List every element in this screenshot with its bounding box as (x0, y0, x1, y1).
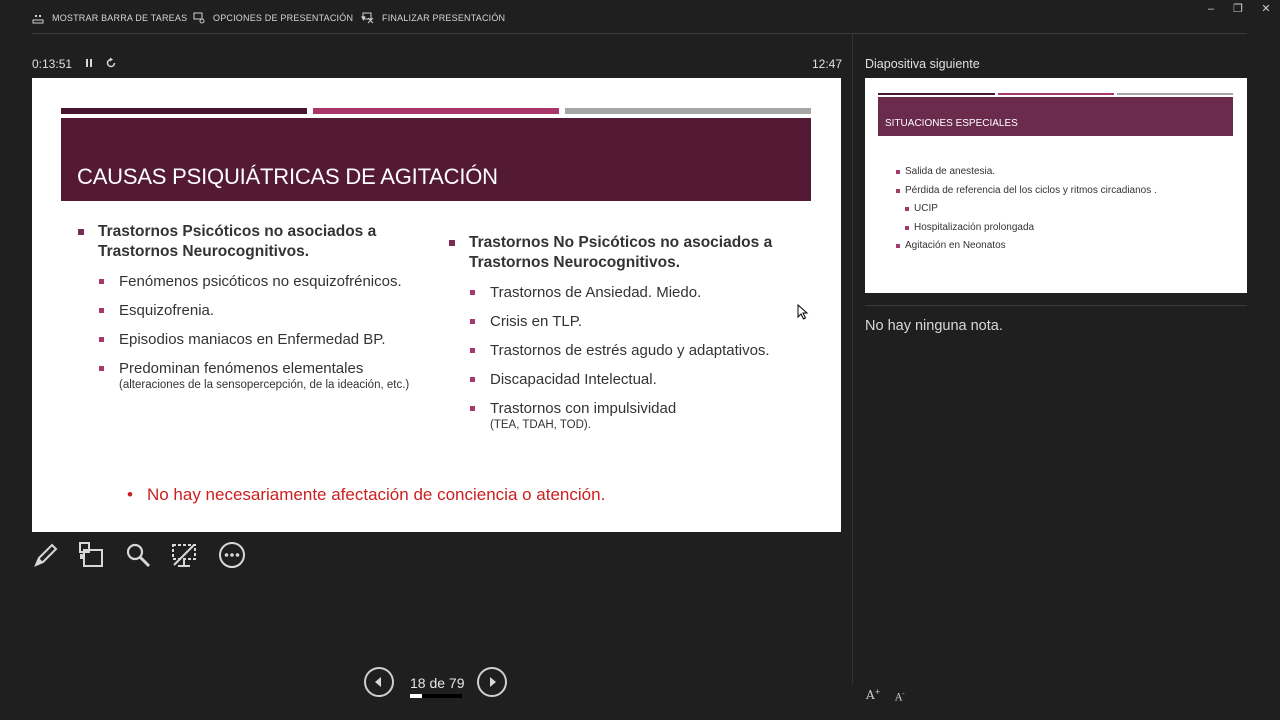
dropdown-caret-icon: ▾ (361, 12, 366, 23)
next-slide-label: Diapositiva siguiente (865, 57, 980, 71)
previous-arrow-icon (366, 669, 392, 695)
list-item: Salida de anestesia. (895, 166, 1157, 178)
list-item: Trastornos de Ansiedad. Miedo. (447, 283, 807, 302)
next-slide-title: SITUACIONES ESPECIALES (885, 118, 1018, 129)
decrease-font-button[interactable]: A- (895, 690, 905, 704)
slide-counter[interactable]: 18 de 79 (410, 675, 465, 691)
taskbar-icon (32, 12, 44, 24)
minimize-button[interactable]: – (1207, 3, 1215, 15)
elapsed-timer: 0:13:51 (32, 57, 73, 71)
display-options-label: OPCIONES DE PRESENTACIÓN (213, 13, 354, 23)
list-item: Trastornos de estrés agudo y adaptativos. (447, 341, 807, 360)
top-divider (32, 33, 1247, 34)
right-column-heading: Trastornos No Psicóticos no asociados a Trastornos Neurocognitivos. (447, 233, 807, 273)
next-accent-bar-gray (1117, 93, 1233, 95)
bottom-note-bullet: • (127, 485, 133, 504)
end-show-button[interactable] (362, 10, 505, 26)
see-all-slides-icon[interactable] (78, 541, 106, 569)
list-item: Agitación en Neonatos (895, 240, 1157, 252)
black-screen-icon[interactable] (170, 541, 198, 569)
list-item-note: (TEA, TDAH, TOD). (490, 419, 591, 431)
display-settings-icon (193, 12, 205, 24)
display-options-button[interactable] (193, 10, 366, 26)
next-slide-title-band (878, 97, 1233, 136)
pause-icon[interactable] (82, 56, 96, 70)
next-accent-bar-magenta (998, 93, 1114, 95)
next-slide-preview[interactable] (865, 78, 1247, 293)
bottom-note (127, 485, 605, 505)
bottom-note-text: No hay necesariamente afectación de conciencia o atención. (146, 485, 606, 504)
list-item: Crisis en TLP. (447, 312, 807, 331)
accent-bar-magenta (313, 108, 559, 114)
slide-progress-fill (410, 694, 422, 698)
current-slide (32, 78, 841, 532)
list-item: Pérdida de referencia del los ciclos y ritmos circadianos . (895, 185, 1157, 197)
end-show-icon (362, 12, 374, 24)
next-arrow-icon (479, 669, 505, 695)
end-show-label: FINALIZAR PRESENTACIÓN (382, 13, 506, 23)
previous-slide-button[interactable] (364, 667, 394, 697)
left-column (76, 222, 421, 403)
next-slide-button[interactable] (477, 667, 507, 697)
list-item: Episodios maniacos en Enfermedad BP. (76, 330, 421, 349)
mouse-cursor-icon (797, 304, 809, 320)
right-column (447, 233, 807, 443)
more-options-icon[interactable] (218, 541, 246, 569)
slide-title: CAUSAS PSIQUIÁTRICAS DE AGITACIÓN (77, 164, 498, 189)
pen-icon[interactable] (32, 541, 60, 569)
speaker-notes[interactable]: No hay ninguna nota. (865, 318, 1003, 334)
show-taskbar-button[interactable] (32, 10, 187, 26)
accent-bar-gray (565, 108, 811, 114)
list-item-note: (alteraciones de la sensopercepción, de la ideación, etc.) (119, 379, 410, 391)
current-time: 12:47 (812, 57, 843, 71)
next-slide-list (895, 166, 1157, 259)
list-item: Trastornos con impulsividad (TEA, TDAH, TOD). (447, 399, 807, 433)
list-item: Hospitalización prolongada (904, 222, 1157, 234)
panel-divider[interactable] (852, 34, 853, 684)
zoom-icon[interactable] (124, 541, 152, 569)
restore-button[interactable]: ❐ (1233, 3, 1243, 15)
close-button[interactable]: ✕ (1261, 3, 1271, 15)
list-item: Esquizofrenia. (76, 301, 421, 320)
restart-icon[interactable] (104, 56, 118, 70)
show-taskbar-label: MOSTRAR BARRA DE TAREAS (52, 13, 188, 23)
slide-progress-bar (410, 694, 462, 698)
accent-bar-dark (61, 108, 307, 114)
next-accent-bar-dark (878, 93, 995, 95)
slide-title-band (61, 118, 811, 201)
left-column-heading: Trastornos Psicóticos no asociados a Trastornos Neurocognitivos. (76, 222, 421, 262)
list-item: Fenómenos psicóticos no esquizofrénicos. (76, 272, 421, 291)
list-item: UCIP (904, 203, 1157, 215)
list-item: Predominan fenómenos elementales (alteraciones de la sensopercepción, de la ideación, etc.) (76, 359, 421, 393)
notes-divider[interactable] (865, 305, 1247, 306)
increase-font-button[interactable]: A+ (866, 688, 881, 702)
list-item: Discapacidad Intelectual. (447, 370, 807, 389)
